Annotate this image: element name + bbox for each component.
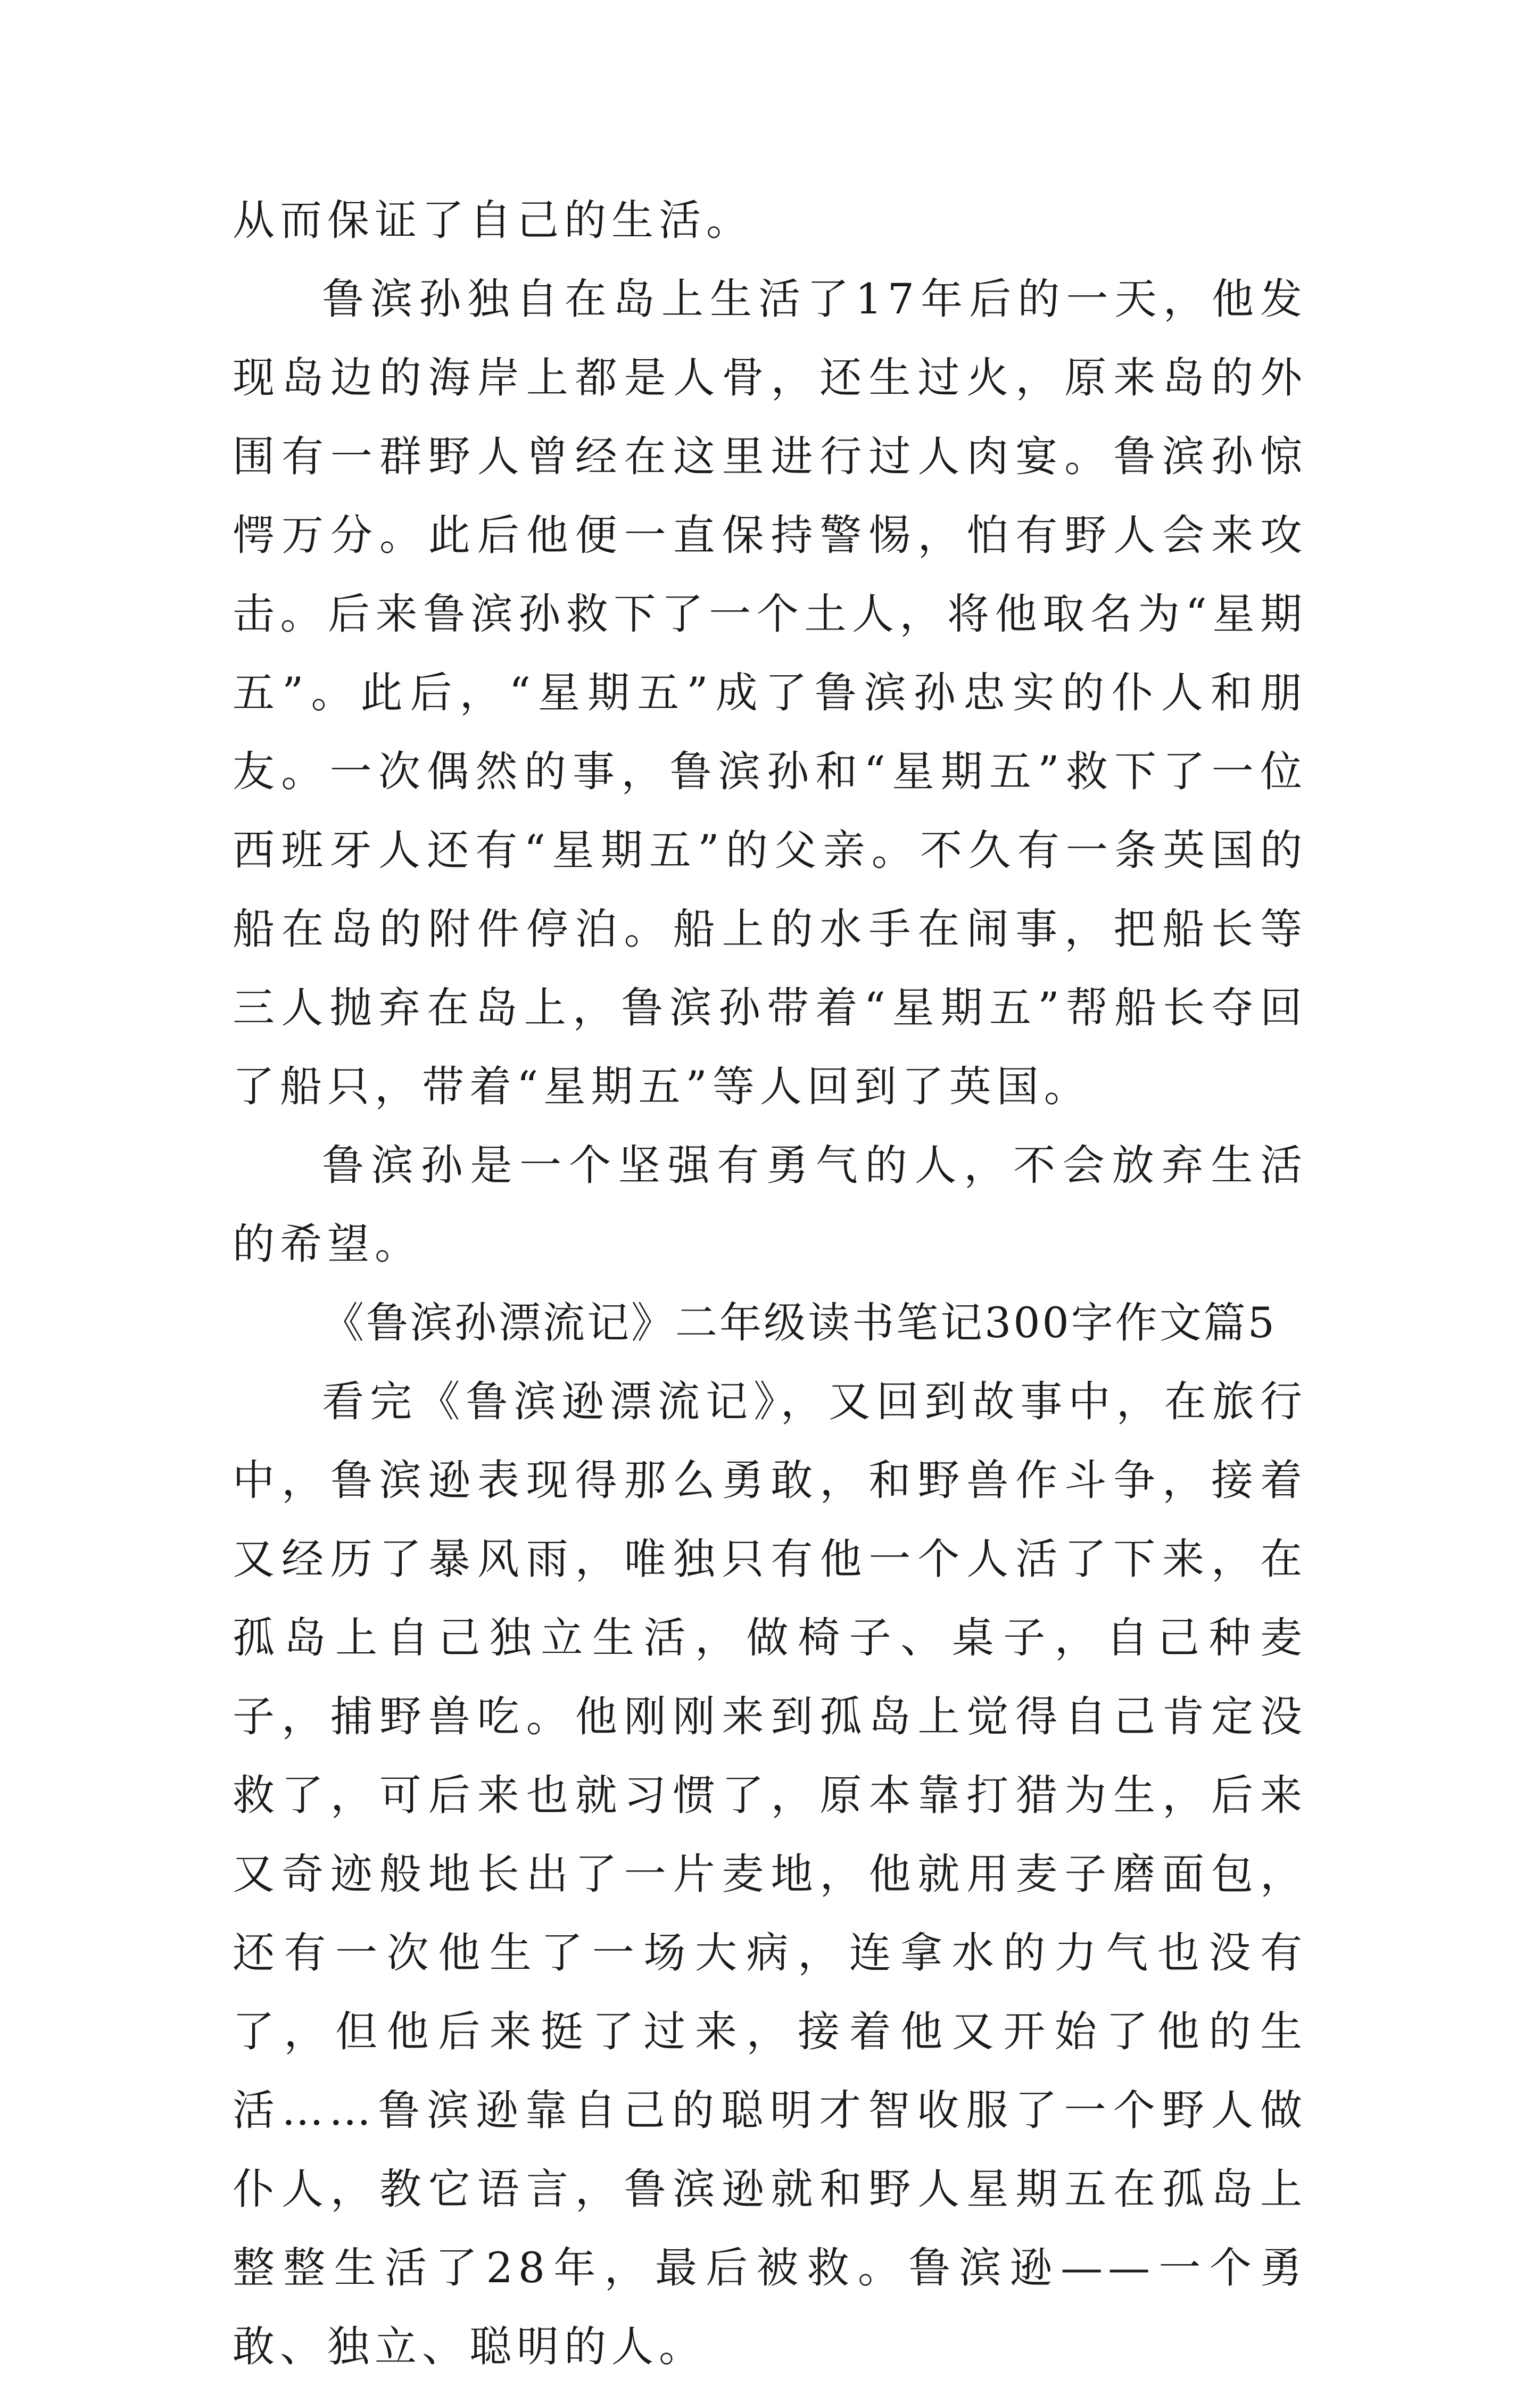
paragraph-island-story: 鲁滨孙独自在岛上生活了17年后的一天，他发现岛边的海岸上都是人骨，还生过火，原来岛的外围有一群野人曾经在这里进行过人肉宴。鲁滨孙惊愕万分。此后他便一直保持警惕，怕有野人会来攻击。后来鲁滨孙救下了一个土人，将他取名为“星期五”。此后，“星期五”成了鲁滨孙忠实的仆人和朋友。一次偶然的事，鲁滨孙和“星期五”救下了一位西班牙人还有“星期五”的父亲。不久有一条英国的船在岛的附件停泊。船上的水手在闹事，把船长等三人抛弃在岛上，鲁滨孙带着“星期五”帮船长夺回了船只，带着“星期五”等人回到了英国。 [233,275,1307,1111]
document-body [233,181,1307,2386]
section-heading: 《鲁滨孙漂流记》二年级读书笔记300字作文篇5 [322,1298,1277,1347]
paragraph-essay-five: 看完《鲁滨逊漂流记》，又回到故事中，在旅行中，鲁滨逊表现得那么勇敢，和野兽作斗争，接着又经历了暴风雨，唯独只有他一个人活了下来，在孤岛上自己独立生活，做椅子、桌子，自己种麦子，捕野兽吃。他刚刚来到孤岛上觉得自己肯定没救了，可后来也就习惯了，原本靠打猎为生，后来又奇迹般地长出了一片麦地，他就用麦子磨面包，还有一次他生了一场大病，连拿水的力气也没有了，但他后来挺了过来，接着他又开始了他的生活……鲁滨逊靠自己的聪明才智收服了一个野人做仆人，教它语言，鲁滨逊就和野人星期五在孤岛上整整生活了28年，最后被救。鲁滨逊——一个勇敢、独立、聪明的人。 [233,1377,1307,2371]
paragraph-continuation: 从而保证了自己的生活。 [233,196,754,245]
paragraph-conclusion: 鲁滨孙是一个坚强有勇气的人，不会放弃生活的希望。 [233,1141,1307,1269]
